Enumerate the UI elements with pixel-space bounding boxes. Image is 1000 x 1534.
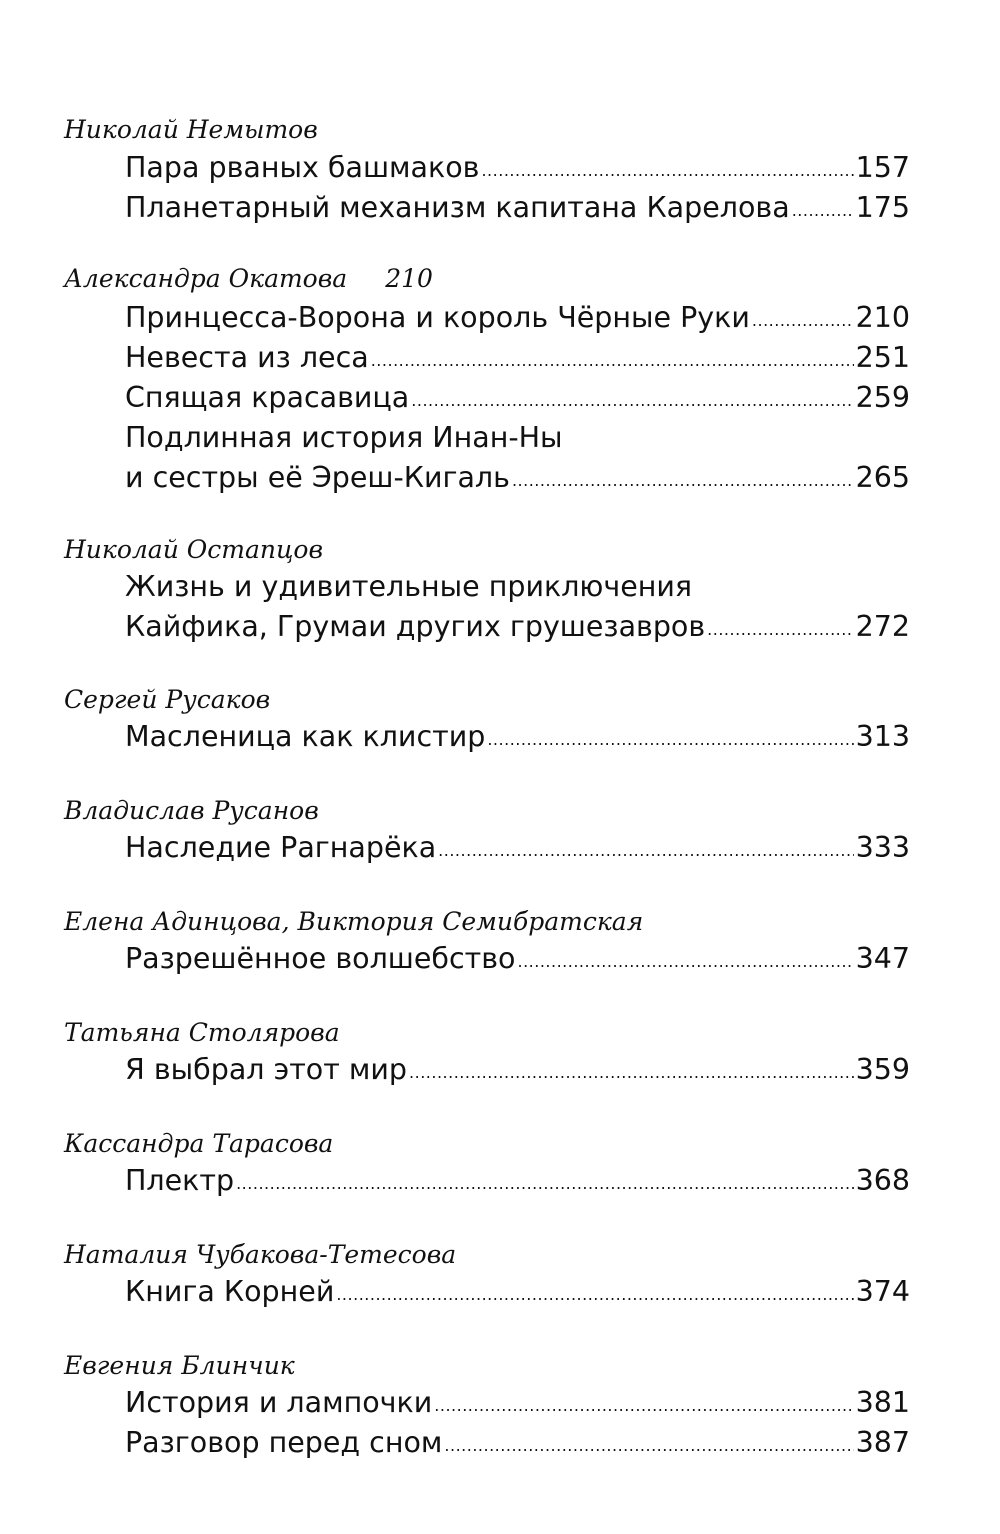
dot-leader xyxy=(236,1164,854,1204)
author-name-text: Александра Окатова xyxy=(64,264,348,293)
author-name: Наталия Чубакова-Тетесова xyxy=(64,1240,457,1269)
page-number: 259 xyxy=(855,381,910,414)
dot-leader xyxy=(444,1426,853,1466)
author-name: Владислав Русанов xyxy=(64,796,319,825)
author-name: Николай Немытов xyxy=(64,115,318,144)
author-name: Елена Адинцова, Виктория Семибратская xyxy=(64,907,644,936)
author-name: Сергей Русаков xyxy=(64,685,271,714)
toc-entry xyxy=(125,1050,910,1090)
page-number: 387 xyxy=(855,1426,910,1459)
toc-entry xyxy=(125,148,910,188)
toc-entry xyxy=(125,1423,910,1463)
dot-leader xyxy=(517,942,853,982)
toc-entry xyxy=(125,939,910,979)
dot-leader xyxy=(707,610,853,650)
page-number: 359 xyxy=(855,1053,910,1086)
page-number: 381 xyxy=(855,1386,910,1419)
page-number: 347 xyxy=(855,942,910,975)
dot-leader xyxy=(481,151,853,191)
entry-title: и сестры её Эреш-Кигаль xyxy=(125,461,510,494)
dot-leader xyxy=(438,831,853,871)
page-number: 251 xyxy=(855,341,910,374)
entry-title: Планетарный механизм капитана Карелова xyxy=(125,191,790,224)
entry-title: Пара рваных башмаков xyxy=(125,151,480,184)
page-number: 333 xyxy=(855,831,910,864)
toc-entry xyxy=(125,717,910,757)
entry-title: Принцесса-Ворона и король Чёрные Руки xyxy=(125,301,750,334)
toc-entry xyxy=(125,828,910,868)
dot-leader xyxy=(487,720,853,760)
page-number: 374 xyxy=(855,1275,910,1308)
toc-entry xyxy=(125,378,910,418)
entry-title: Спящая красавица xyxy=(125,381,410,414)
page-number: 175 xyxy=(855,191,910,224)
author-name: Николай Остапцов xyxy=(64,535,324,564)
page-number: 368 xyxy=(855,1164,910,1197)
author-name xyxy=(64,262,433,296)
dot-leader xyxy=(409,1053,854,1093)
page-number: 157 xyxy=(855,151,910,184)
toc-entry xyxy=(125,298,910,338)
entry-title-line1: Жизнь и удивительные приключения xyxy=(125,570,693,603)
entry-title: Наследие Рагнарёка xyxy=(125,831,437,864)
entry-title: Разговор перед сном xyxy=(125,1426,443,1459)
toc-entry xyxy=(125,188,910,228)
toc-entry xyxy=(125,1272,910,1312)
dot-leader xyxy=(434,1386,853,1426)
dot-leader xyxy=(752,301,854,341)
page-number: 313 xyxy=(855,720,910,753)
dot-leader xyxy=(411,381,853,421)
entry-title: Кайфика, Грумаи других грушезавров xyxy=(125,610,706,643)
entry-title-line1: Подлинная история Инан-Ны xyxy=(125,421,563,454)
entry-title: История и лампочки xyxy=(125,1386,433,1419)
author-extra-number: 210 xyxy=(385,264,433,293)
entry-title: Масленица как клистир xyxy=(125,720,486,753)
entry-title: Я выбрал этот мир xyxy=(125,1053,408,1086)
entry-title: Невеста из леса xyxy=(125,341,369,374)
toc-entry xyxy=(125,1383,910,1423)
author-name: Татьяна Столярова xyxy=(64,1018,340,1047)
toc-entry xyxy=(125,338,910,378)
page-number: 272 xyxy=(855,610,910,643)
dot-leader xyxy=(336,1275,853,1315)
toc-entry-multiline xyxy=(125,418,910,498)
dot-leader xyxy=(792,191,854,231)
author-name: Кассандра Тарасова xyxy=(64,1129,334,1158)
entry-title: Разрешённое волшебство xyxy=(125,942,516,975)
dot-leader xyxy=(512,461,854,501)
entry-title: Плектр xyxy=(125,1164,235,1197)
toc-entry-multiline xyxy=(125,567,910,647)
entry-title: Книга Корней xyxy=(125,1275,335,1308)
toc-entry xyxy=(125,1161,910,1201)
page-number: 210 xyxy=(855,301,910,334)
page-number: 265 xyxy=(855,461,910,494)
dot-leader xyxy=(371,341,854,381)
author-name: Евгения Блинчик xyxy=(64,1351,295,1380)
